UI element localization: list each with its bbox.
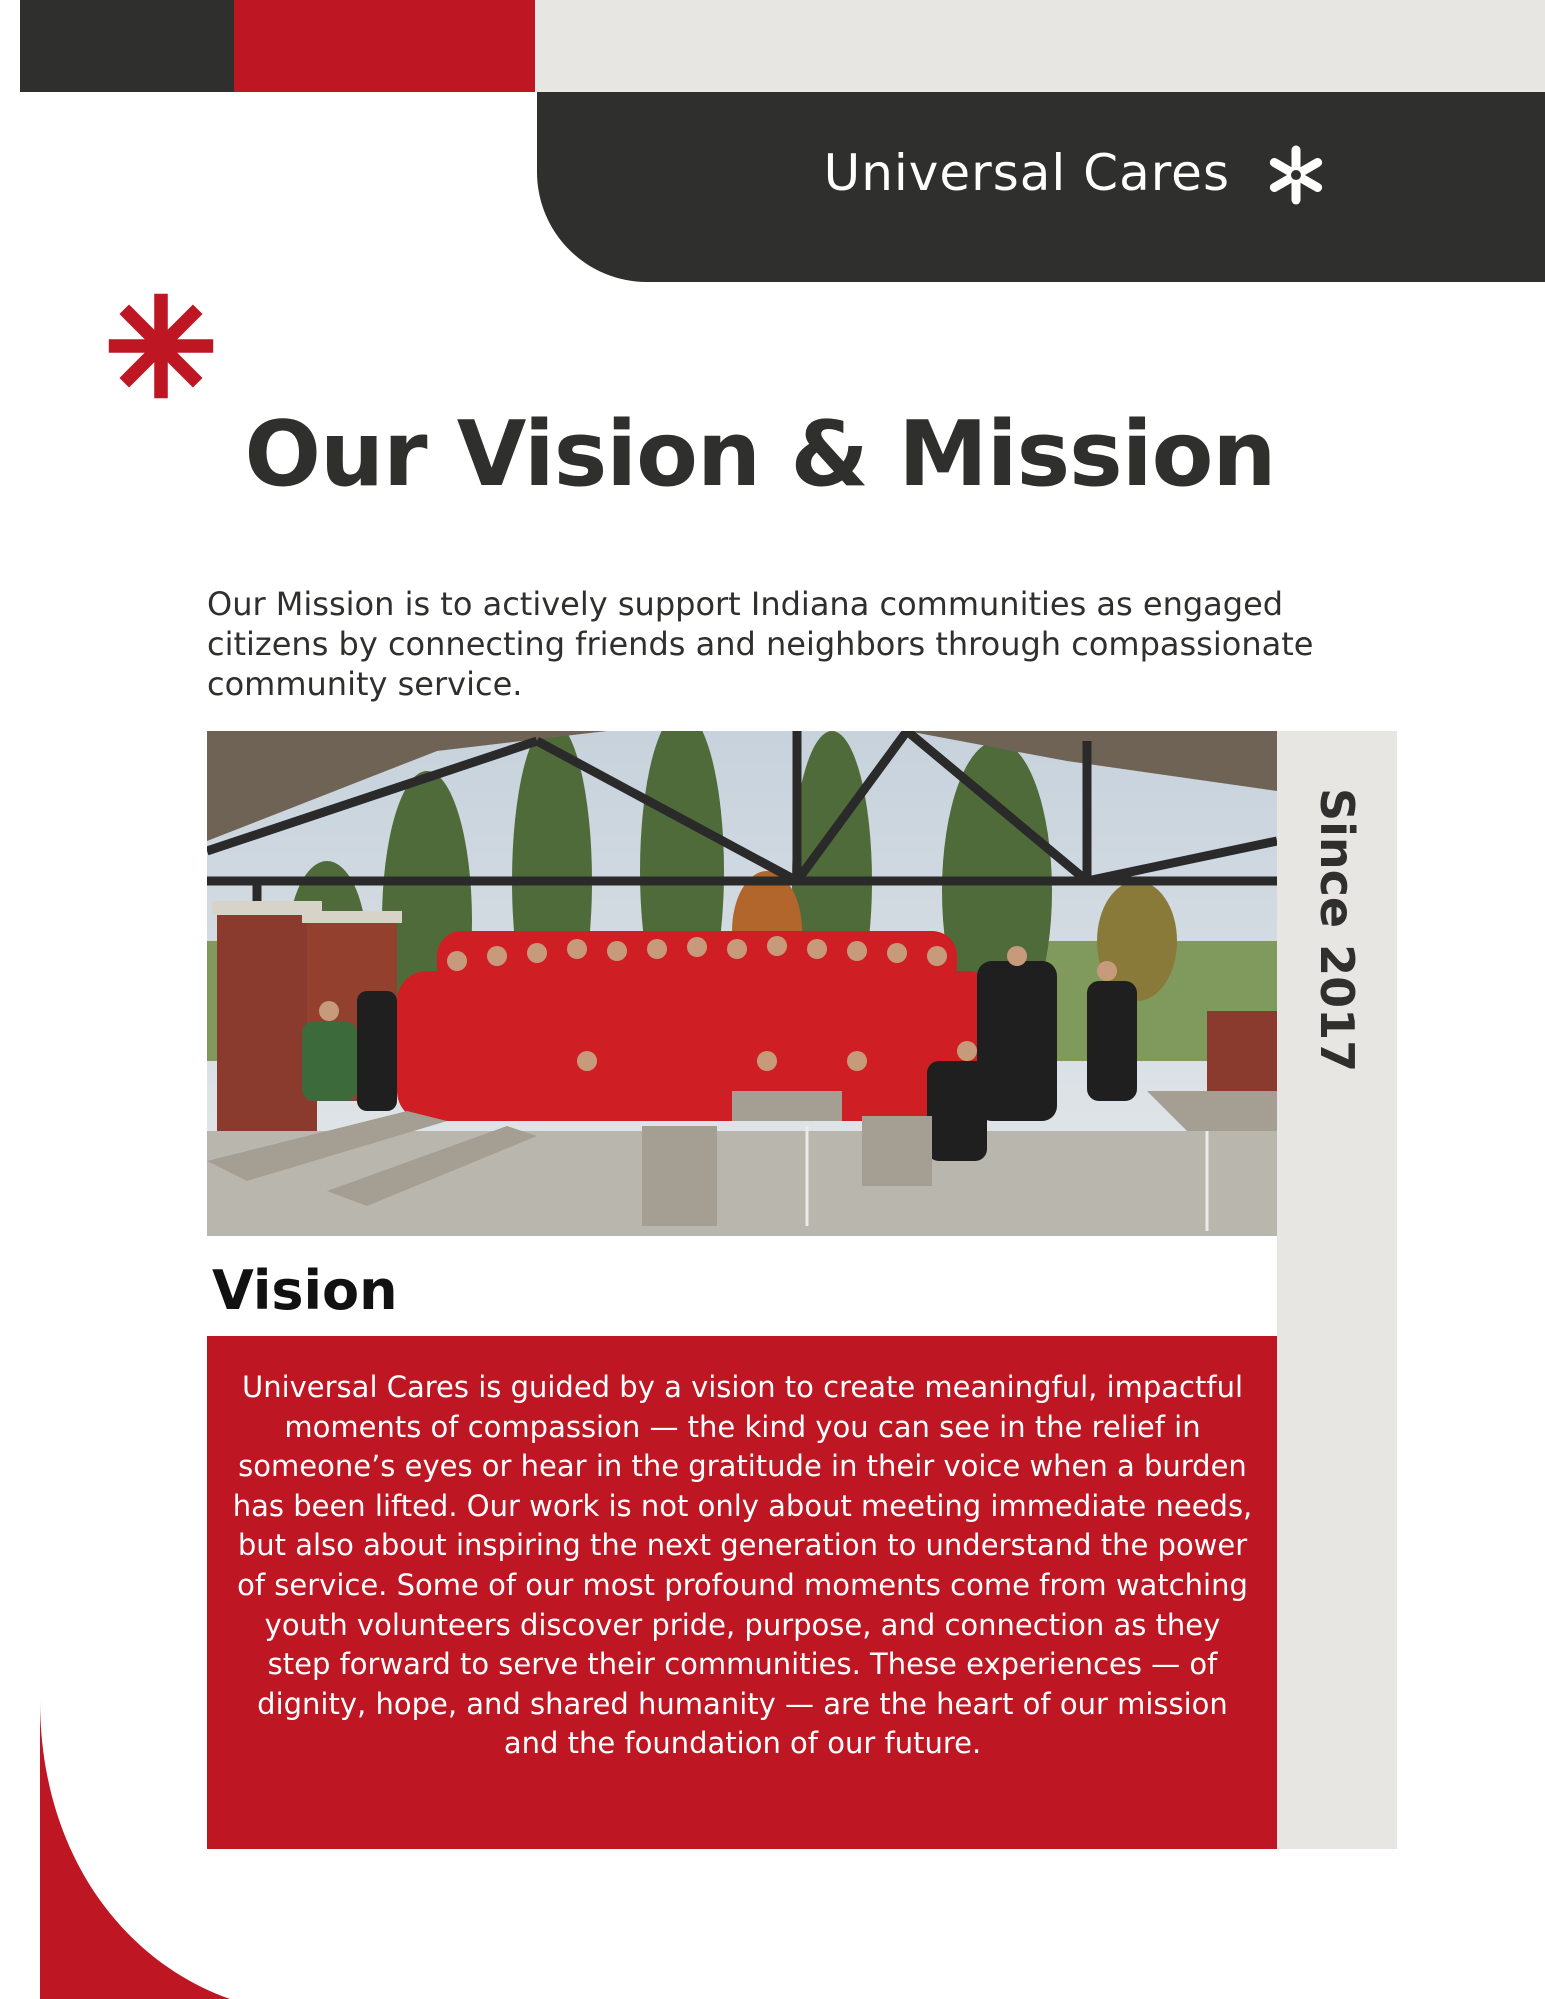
- since-label: Since 2017: [1310, 788, 1364, 1073]
- page-title: Our Vision & Mission: [244, 402, 1276, 507]
- org-name: Universal Cares: [823, 144, 1230, 202]
- group-photo: [207, 731, 1277, 1236]
- vision-heading: Vision: [212, 1259, 398, 1322]
- top-strip-red: [234, 0, 535, 92]
- vision-text: Universal Cares is guided by a vision to create meaningful, impactful moments of compassion — the kind you can see in the relief in someone’s eyes or hear in the gratitude in their voice when a burden has been lifted. Our work is not only about meeting immediate needs, but also about inspiring the next generation to understand the power of service. Some of our most profound moments come from watching youth volunteers discover pride, purpose, and connection as they step forward to serve their communities. These experiences — of dignity, hope, and shared humanity — are the heart of our mission and the foundation of our future.: [232, 1370, 1253, 1761]
- top-strip-grey: [535, 0, 1545, 92]
- asterisk-icon: [103, 288, 219, 404]
- top-strip-dark: [20, 0, 234, 92]
- asterisk-icon: [1266, 145, 1326, 205]
- decorative-curve: [0, 1700, 260, 1999]
- mission-text: Our Mission is to actively support Indiana communities as engaged citizens by connecting friends and neighbors through compassionate community service.: [207, 585, 1314, 703]
